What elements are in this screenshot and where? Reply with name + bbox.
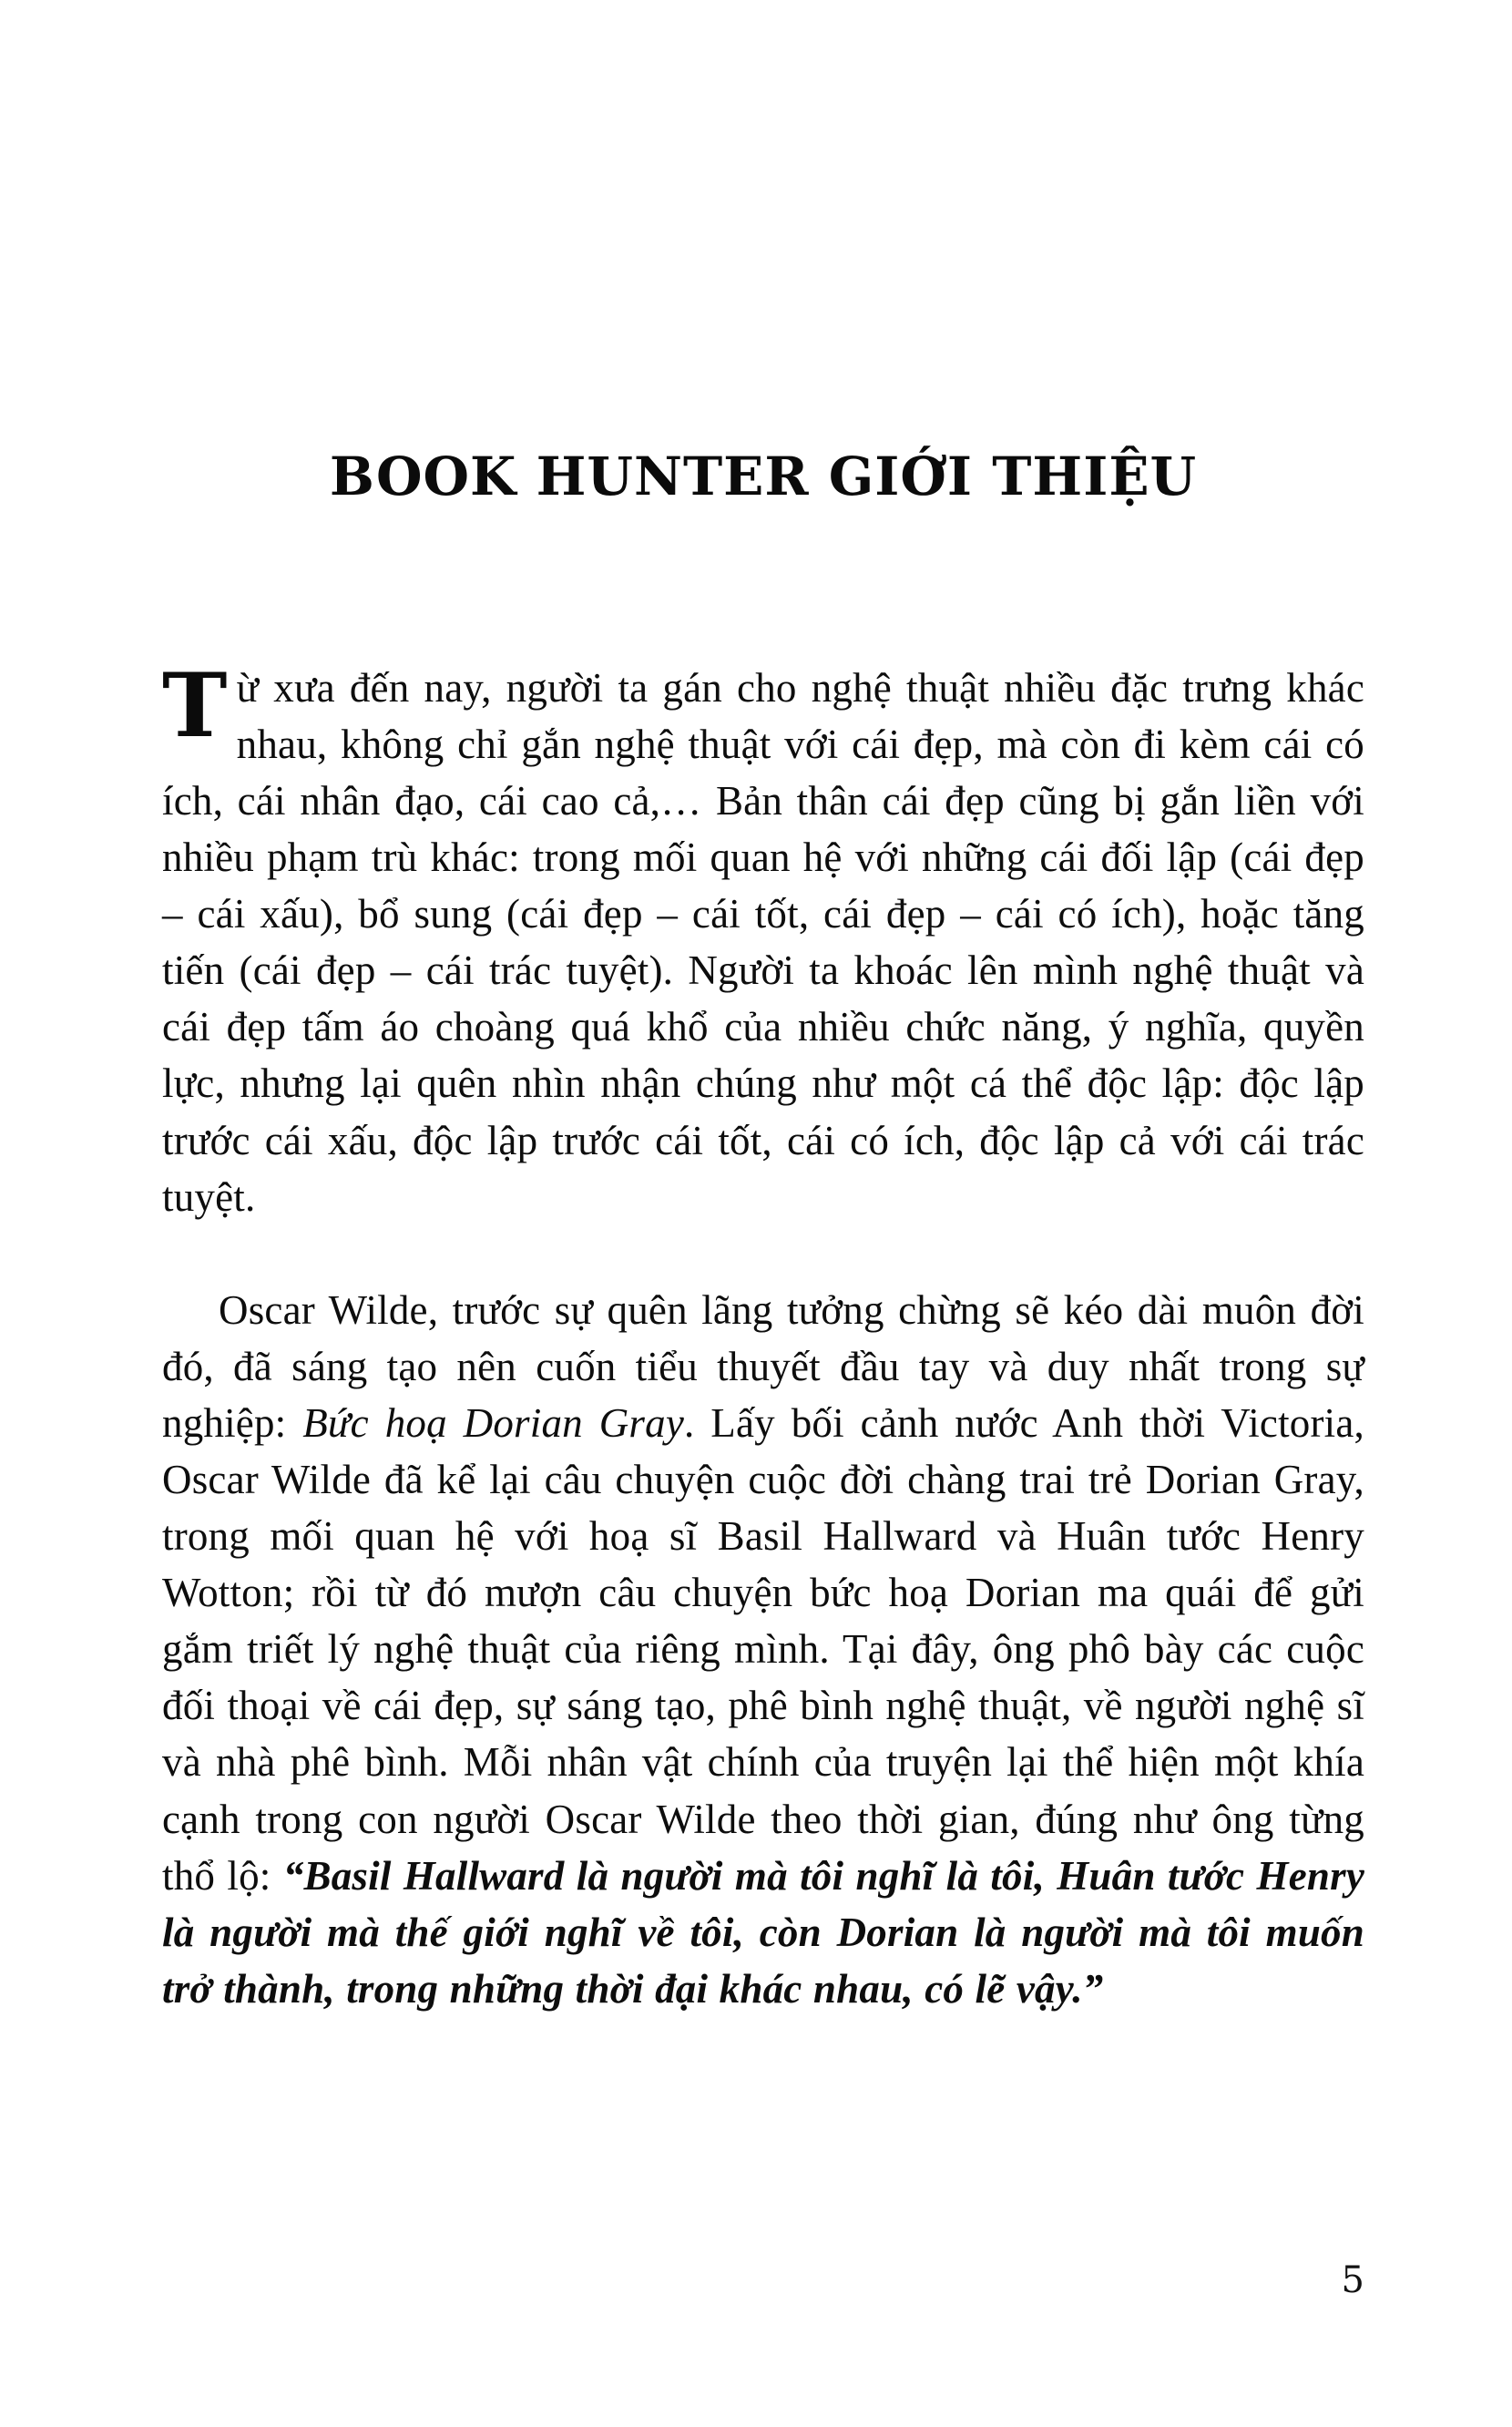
paragraph-oscar-wilde-part1: Oscar Wilde, trước sự quên lãng tưởng chừng sẽ kéo dài muôn đời đó, đã sáng tạo nên cuốn tiểu thuyết đầu tay và duy nhất trong sự nghiệp: [162, 1286, 1364, 1446]
paragraph-intro [162, 653, 1364, 1225]
wilde-quotation: “Basil Hallward là người mà tôi nghĩ là tôi, Huân tước Henry là người mà thế giới nghĩ về tôi, còn Dorian là người mà tôi muốn trở thành, trong những thời đại khác nhau, có lẽ vậy.” [162, 1852, 1365, 2012]
chapter-title: BOOK HUNTER GIỚI THIỆU [329, 445, 1198, 507]
paragraph-oscar-wilde [162, 1282, 1364, 2017]
paragraph-oscar-wilde-part2: . Lấy bối cảnh nước Anh thời Victoria, Oscar Wilde đã kể lại câu chuyện cuộc đời chàng trai trẻ Dorian Gray, trong mối quan hệ với hoạ sĩ Basil Hallward và Huân tước Henry Wotton; rồi từ đó mượn câu chuyện bức hoạ Dorian ma quái để gửi gắm triết lý nghệ thuật của riêng mình. Tại đây, ông phô bày các cuộc đối thoại về cái đẹp, sự sáng tạo, phê bình nghệ thuật, về người nghệ sĩ và nhà phê bình. Mỗi nhân vật chính của truyện lại thể hiện một khía cạnh trong con người Oscar Wilde theo thời gian, đúng như ông từng thổ lộ: [162, 1399, 1364, 1899]
page-number: 5 [1341, 2259, 1364, 2301]
book-title-italic: Bức hoạ Dorian Gray [302, 1399, 684, 1446]
drop-cap-letter: T [162, 653, 228, 757]
paragraph-intro-text: ừ xưa đến nay, người ta gán cho nghệ thuật nhiều đặc trưng khác nhau, không chỉ gắn nghệ thuật với cái đẹp, mà còn đi kèm cái có ích, cái nhân đạo, cái cao cả,… Bản thân cái đẹp cũng bị gắn liền với nhiều phạm trù khác: trong mối quan hệ với những cái đối lập (cái đẹp – cái xấu), bổ sung (cái đẹp – cái tốt, cái đẹp – cái có ích), hoặc tăng tiến (cái đẹp – cái trác tuyệt). Người ta khoác lên mình nghệ thuật và cái đẹp tấm áo choàng quá khổ của nhiều chức năng, ý nghĩa, quyền lực, nhưng lại quên nhìn nhận chúng như một cá thể độc lập: độc lập trước cái xấu, độc lập trước cái tốt, cái có ích, độc lập cả với cái trác tuyệt. [162, 664, 1364, 1220]
page-content [162, 0, 1364, 2058]
